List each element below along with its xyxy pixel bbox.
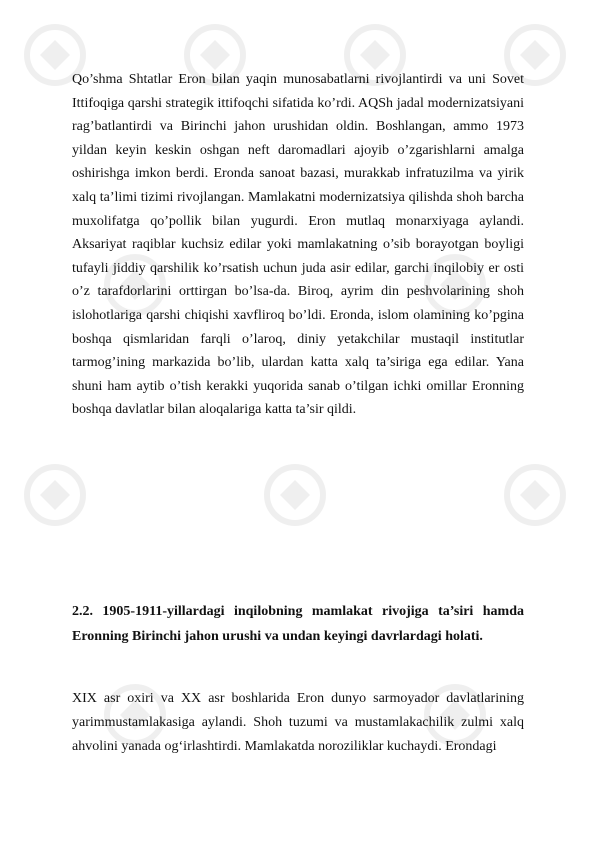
body-paragraph-2: XIX asr oxiri va XX asr boshlarida Eron dunyo sarmoyador davlatlarining yarimmustamlakasiga aylandi. Shoh tuzumi va mustamlakachilik zulmi xalq ahvolini yanada og‘irlashtirdi. Mamlakatda noroziliklar kuchaydi. Erondagi [72, 691, 524, 754]
watermark-logo-icon [260, 460, 330, 530]
body-paragraph-1: Qo’shma Shtatlar Eron bilan yaqin munosabatlarni rivojlantirdi va uni Sovet Ittifoqiga qarshi strategik ittifoqchi sifatida ko’rdi. AQSh jadal modernizatsiyani rag’batlantirdi va Birinchi jahon urushidan oldin. Boshlangan, ammo 1973 yildan keyin keskin oshgan neft daromadlari ajoyib o’zgarishlarni amalga oshirishga imkon berdi. Eronda sanoat bazasi, murakkab infratuzilma va yirik xalq ta’limi tizimi rivojlangan. Mamlakatni modernizatsiya qilishda shoh barcha muxolifatga qo’pollik bilan yugurdi. Eron mutlaq monarxiyaga aylandi. Aksariyat raqiblar kuchsiz edilar yoki mamlakatning o’sib borayotgan boyligi tufayli jiddiy qarshilik ko’rsatish uchun juda asir edilar, garchi inqilobiy er osti o’z tarafdorlarini orttirgan bo’lsa-da. Biroq, ayrim din peshvolarining shoh islohotlariga qarshi chiqishi xavfliroq bo’ldi. Eronda, islom olamining ko’pgina boshqa qismlaridan farqli o’laroq, diniy yetakchilar mustaqil institutlar tarmog’ining markazida bo’lib, ulardan katta xalq ta’siriga ega edilar. Yana shuni ham aytib o’tish kerakki yuqorida sanab o’tilgan ichki omillar Eronning boshqa davlatlar bilan aloqalariga katta ta’sir qildi. [72, 72, 524, 418]
section-heading: 2.2. 1905-1911-yillardagi inqilobning mamlakat rivojiga ta’siri hamda Eronning Birinchi jahon urushi va undan keyingi davrlardagi holati. [72, 604, 524, 644]
watermark-logo-icon [500, 460, 570, 530]
watermark-logo-icon [20, 460, 90, 530]
